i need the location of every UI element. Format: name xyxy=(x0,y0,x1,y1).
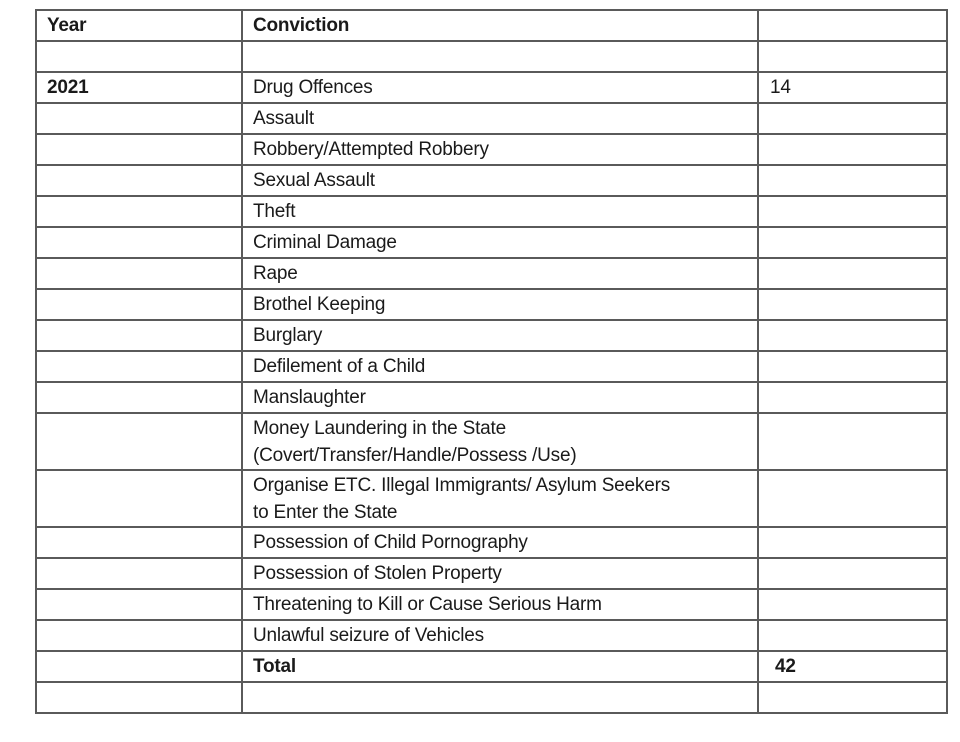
cell-conviction: Threatening to Kill or Cause Serious Harm xyxy=(242,589,758,620)
table-row-blank xyxy=(36,41,947,72)
cell-year: 2021 xyxy=(36,72,242,103)
table-row xyxy=(36,558,947,589)
table-row xyxy=(36,589,947,620)
conviction-line-1: Money Laundering in the State xyxy=(253,417,506,439)
cell-year xyxy=(36,470,242,527)
conviction-line-2: (Covert/Transfer/Handle/Possess /Use) xyxy=(253,444,577,466)
cell-year xyxy=(36,165,242,196)
header-count xyxy=(758,10,947,41)
cell-count xyxy=(758,289,947,320)
table-row xyxy=(36,413,947,470)
cell-count xyxy=(758,620,947,651)
table-row xyxy=(36,470,947,527)
table-row xyxy=(36,196,947,227)
cell-count xyxy=(758,558,947,589)
conviction-line-2: to Enter the State xyxy=(253,501,398,523)
cell-conviction: Burglary xyxy=(242,320,758,351)
cell-year xyxy=(36,227,242,258)
cell-year xyxy=(36,382,242,413)
table-row xyxy=(36,103,947,134)
cell-count xyxy=(758,165,947,196)
cell-year xyxy=(36,258,242,289)
table-row xyxy=(36,527,947,558)
cell-conviction: Possession of Child Pornography xyxy=(242,527,758,558)
table-row xyxy=(36,620,947,651)
convictions-table xyxy=(35,9,948,714)
cell-count xyxy=(758,320,947,351)
cell-count xyxy=(758,196,947,227)
table-row xyxy=(36,320,947,351)
cell-conviction: Assault xyxy=(242,103,758,134)
table-row xyxy=(36,134,947,165)
cell-count xyxy=(758,103,947,134)
cell-conviction: Theft xyxy=(242,196,758,227)
cell-year xyxy=(36,320,242,351)
convictions-table-container xyxy=(35,9,946,714)
cell-conviction: Robbery/Attempted Robbery xyxy=(242,134,758,165)
cell-conviction xyxy=(242,41,758,72)
cell-year xyxy=(36,289,242,320)
cell-year xyxy=(36,134,242,165)
cell-year xyxy=(36,682,242,713)
cell-conviction: Possession of Stolen Property xyxy=(242,558,758,589)
cell-count xyxy=(758,527,947,558)
header-row xyxy=(36,10,947,41)
total-row xyxy=(36,651,947,682)
cell-year xyxy=(36,589,242,620)
cell-conviction: Manslaughter xyxy=(242,382,758,413)
cell-conviction: Defilement of a Child xyxy=(242,351,758,382)
table-row xyxy=(36,258,947,289)
cell-count xyxy=(758,134,947,165)
cell-count xyxy=(758,351,947,382)
cell-conviction xyxy=(242,470,758,527)
cell-count: 14 xyxy=(758,72,947,103)
cell-year xyxy=(36,413,242,470)
header-conviction: Conviction xyxy=(242,10,758,41)
cell-year xyxy=(36,351,242,382)
cell-year xyxy=(36,527,242,558)
cell-year xyxy=(36,620,242,651)
cell-count xyxy=(758,682,947,713)
cell-conviction: Brothel Keeping xyxy=(242,289,758,320)
table-row xyxy=(36,227,947,258)
table-row xyxy=(36,165,947,196)
cell-count xyxy=(758,470,947,527)
table-row-trailing-blank xyxy=(36,682,947,713)
cell-conviction xyxy=(242,413,758,470)
cell-conviction: Rape xyxy=(242,258,758,289)
cell-count xyxy=(758,382,947,413)
cell-conviction: Criminal Damage xyxy=(242,227,758,258)
cell-conviction: Sexual Assault xyxy=(242,165,758,196)
cell-year xyxy=(36,103,242,134)
cell-year xyxy=(36,651,242,682)
cell-year xyxy=(36,196,242,227)
total-count: 42 xyxy=(758,651,947,682)
header-year: Year xyxy=(36,10,242,41)
cell-count xyxy=(758,589,947,620)
table-row xyxy=(36,351,947,382)
cell-conviction: Unlawful seizure of Vehicles xyxy=(242,620,758,651)
table-row xyxy=(36,382,947,413)
cell-count xyxy=(758,227,947,258)
conviction-line-1: Organise ETC. Illegal Immigrants/ Asylum Seekers xyxy=(253,474,670,496)
table-row xyxy=(36,289,947,320)
cell-year xyxy=(36,41,242,72)
cell-count xyxy=(758,413,947,470)
cell-count xyxy=(758,258,947,289)
cell-count xyxy=(758,41,947,72)
cell-conviction: Drug Offences xyxy=(242,72,758,103)
cell-conviction xyxy=(242,682,758,713)
cell-year xyxy=(36,558,242,589)
total-label: Total xyxy=(242,651,758,682)
table-row xyxy=(36,72,947,103)
